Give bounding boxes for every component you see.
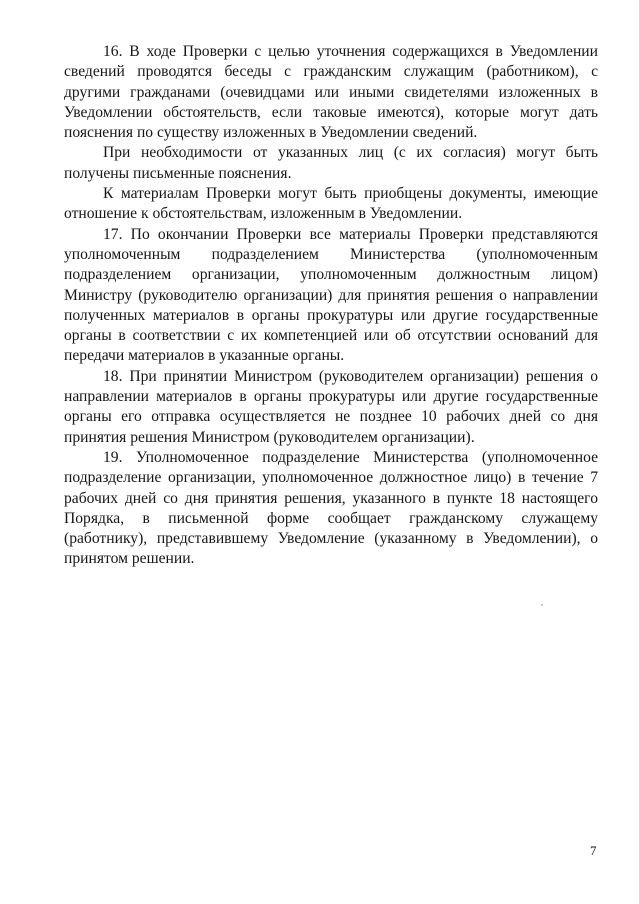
paragraph-explanations: При необходимости от указанных лиц (с их согласия) могут быть получены письменные пояснения. [64,144,598,182]
paragraph-18: 18. При принятии Министром (руководителем организации) решения о направлении материалов в органы прокуратуры или другие государственные органы его отправка осуществляется не позднее 10 рабочих дней со дня принятия решения Министром (руководителем организации). [64,367,598,446]
scan-speck [541,604,543,606]
paragraph-attachments: К материалам Проверки могут быть приобщены документы, имеющие отношение к обстоятельствам, изложенным в Уведомлении. [64,185,598,223]
document-body [64,42,598,570]
page-number: 7 [590,843,597,858]
paragraph-17: 17. По окончании Проверки все материалы Проверки представляются уполномоченным подразделением Министерства (уполномоченным подразделением организации, уполномоченным должностным лицом) Министру (руководителю организации) для принятия решения о направлении полученных материалов в органы прокуратуры или другие государственные органы в соответствии с их компетенцией или об отсутствии оснований для передачи материалов в указанные органы. [64,225,598,365]
paragraph-16: 16. В ходе Проверки с целью уточнения содержащихся в Уведомлении сведений проводятся беседы с гражданским служащим (работником), с другими гражданами (очевидцами или иными свидетелями изложенных в Уведомлении обстоятельств, если таковые имеются), которые могут дать пояснения по существу изложенных в Уведомлении сведений. [64,43,598,142]
paragraph-19: 19. Уполномоченное подразделение Министерства (уполномоченное подразделение организации, уполномоченное должностное лицо) в течение 7 рабочих дней со дня принятия решения, указанного в пункте 18 настоящего Порядка, в письменной форме сообщает гражданскому служащему (работнику), представившему Уведомление (указанному в Уведомлении), о принятом решении. [64,448,598,568]
